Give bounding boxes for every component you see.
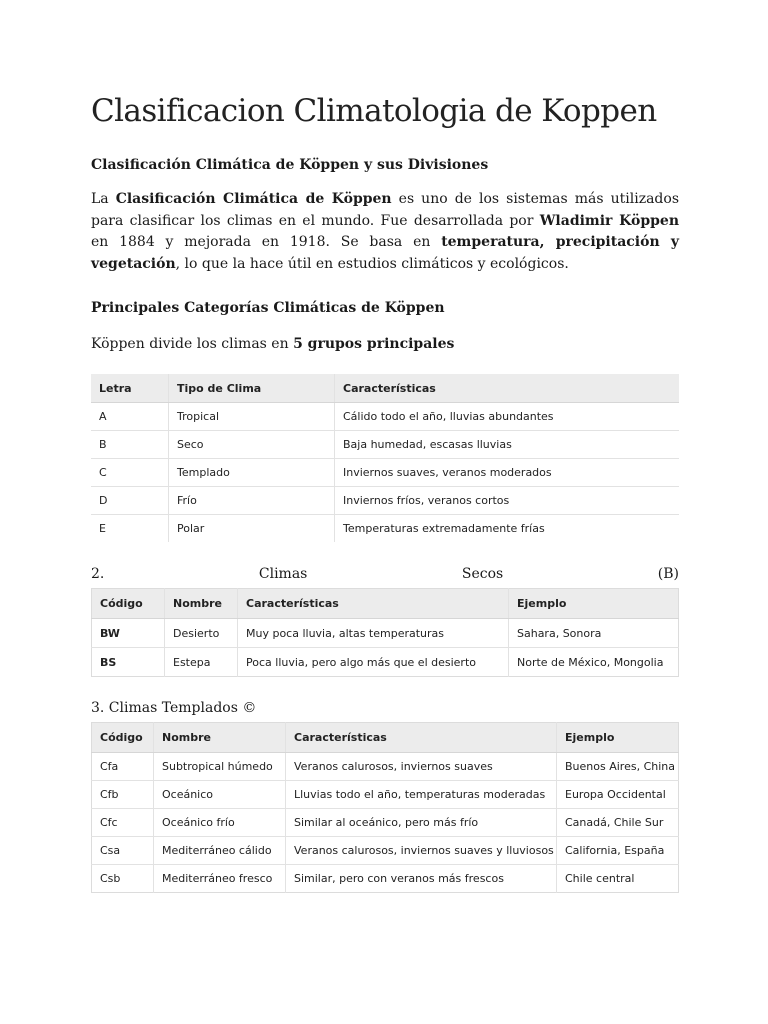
table-cell: Temperaturas extremadamente frías: [343, 522, 545, 535]
table-cell: Oceánico: [154, 781, 286, 809]
table-cell: Templado: [169, 459, 335, 487]
table-cell: A: [91, 403, 169, 431]
lead-bold: 5 grupos principales: [293, 336, 455, 352]
table-cell: Veranos calurosos, inviernos suaves: [286, 753, 557, 781]
table-cell: Subtropical húmedo: [154, 753, 286, 781]
column-header: Código: [92, 589, 165, 619]
column-header: Tipo de Clima: [169, 374, 335, 403]
table-header-row: [92, 589, 679, 619]
table-row: [91, 487, 679, 515]
table-row: [91, 403, 679, 431]
table-row: [92, 781, 679, 809]
table-cell: Chile central: [565, 872, 635, 885]
page-title: Clasificacion Climatologia de Koppen: [91, 93, 657, 129]
table-cell: E: [91, 515, 169, 543]
table-cell: Cfa: [92, 753, 154, 781]
intro-bold-term: Clasificación Climática de Köppen: [115, 191, 392, 207]
table-cell: Sahara, Sonora: [509, 619, 679, 648]
table-cell: Baja humedad, escasas lluvias: [335, 431, 680, 459]
lead-sentence: [91, 336, 454, 352]
table-cell: Inviernos suaves, veranos moderados: [335, 459, 680, 487]
intro-paragraph: [91, 189, 679, 275]
table-cell: Frío: [169, 487, 335, 515]
column-header: Ejemplo: [557, 723, 679, 753]
table-cell: Muy poca lluvia, altas temperaturas: [238, 619, 509, 648]
table-cell: Mediterráneo cálido: [154, 837, 286, 865]
column-header: Letra: [91, 374, 169, 403]
section-heading-divisions: Clasificación Climática de Köppen y sus Divisiones: [91, 157, 489, 173]
table-cell: BW: [92, 619, 165, 648]
table-cell: Veranos calurosos, inviernos suaves y lluviosos: [286, 837, 557, 865]
table-cell: Tropical: [169, 403, 335, 431]
table-cell: Buenos Aires, China: [557, 753, 679, 781]
table-row: [92, 753, 679, 781]
table-row: [92, 648, 679, 677]
section-number: 2.: [91, 566, 105, 582]
table-cell: Seco: [169, 431, 335, 459]
table-cell: Inviernos fríos, veranos cortos: [335, 487, 680, 515]
table-cell: Norte de México, Mongolia: [517, 655, 664, 669]
intro-text: es uno de los sistemas más utilizados para clasificar los climas en el mundo. Fue desarrollada por: [91, 191, 680, 229]
column-header: Características: [335, 374, 680, 403]
column-header: Ejemplo: [509, 589, 679, 619]
table-cell: Desierto: [165, 619, 238, 648]
table-cell: BS: [92, 648, 165, 677]
table-cell: Similar al oceánico, pero más frío: [286, 809, 557, 837]
table-cell: Lluvias todo el año, temperaturas moderadas: [286, 781, 557, 809]
table-cell: Mediterráneo fresco: [154, 865, 286, 893]
table-row: [91, 431, 679, 459]
table-header-row: [91, 374, 679, 403]
intro-bold-author: Wladimir Köppen: [539, 212, 680, 229]
table-cell: California, España: [557, 837, 679, 865]
section-heading-temperate-climates: 3. Climas Templados ©: [91, 700, 257, 716]
intro-text: La: [91, 191, 116, 207]
table-cell: C: [91, 459, 169, 487]
table-row: [91, 459, 679, 487]
table-cell: D: [91, 487, 169, 515]
section-word: Climas: [258, 566, 308, 582]
column-header: Características: [286, 723, 557, 753]
table-cell: Oceánico frío: [154, 809, 286, 837]
intro-bold-criteria: temperatura, precipitación y vegetación: [91, 234, 680, 272]
table-cell: B: [91, 431, 169, 459]
table-row: [92, 619, 679, 648]
table-header-row: [92, 723, 679, 753]
table-cell: Europa Occidental: [557, 781, 679, 809]
table-row: [91, 515, 679, 543]
dry-climates-table: [91, 588, 679, 677]
section-heading-dry-climates: [91, 566, 679, 582]
table-cell: Canadá, Chile Sur: [557, 809, 679, 837]
table-row: [92, 837, 679, 865]
main-groups-table: [91, 374, 679, 542]
section-heading-categories: Principales Categorías Climáticas de Köppen: [91, 300, 445, 316]
table-cell: Csb: [92, 865, 154, 893]
table-cell: Cfc: [92, 809, 154, 837]
intro-text: , lo que la hace útil en estudios climáticos y ecológicos.: [175, 255, 569, 272]
lead-text: Köppen divide los climas en: [91, 336, 294, 352]
table-cell: Cálido todo el año, lluvias abundantes: [335, 403, 680, 431]
table-cell: Cfb: [92, 781, 154, 809]
intro-text: en 1884 y mejorada en 1918. Se basa en: [91, 234, 442, 250]
table-row: [92, 865, 679, 893]
section-word: (B): [657, 566, 679, 582]
column-header: Código: [92, 723, 154, 753]
column-header: Nombre: [154, 723, 286, 753]
table-cell: Similar, pero con veranos más frescos: [286, 865, 557, 893]
column-header: Nombre: [165, 589, 238, 619]
table-cell: Polar: [169, 515, 335, 543]
column-header: Características: [238, 589, 509, 619]
table-cell: Poca lluvia, pero algo más que el desierto: [238, 648, 509, 677]
table-row: [92, 809, 679, 837]
section-word: Secos: [461, 566, 504, 582]
table-cell: Estepa: [165, 648, 238, 677]
table-cell: Csa: [92, 837, 154, 865]
temperate-climates-table: [91, 722, 679, 893]
